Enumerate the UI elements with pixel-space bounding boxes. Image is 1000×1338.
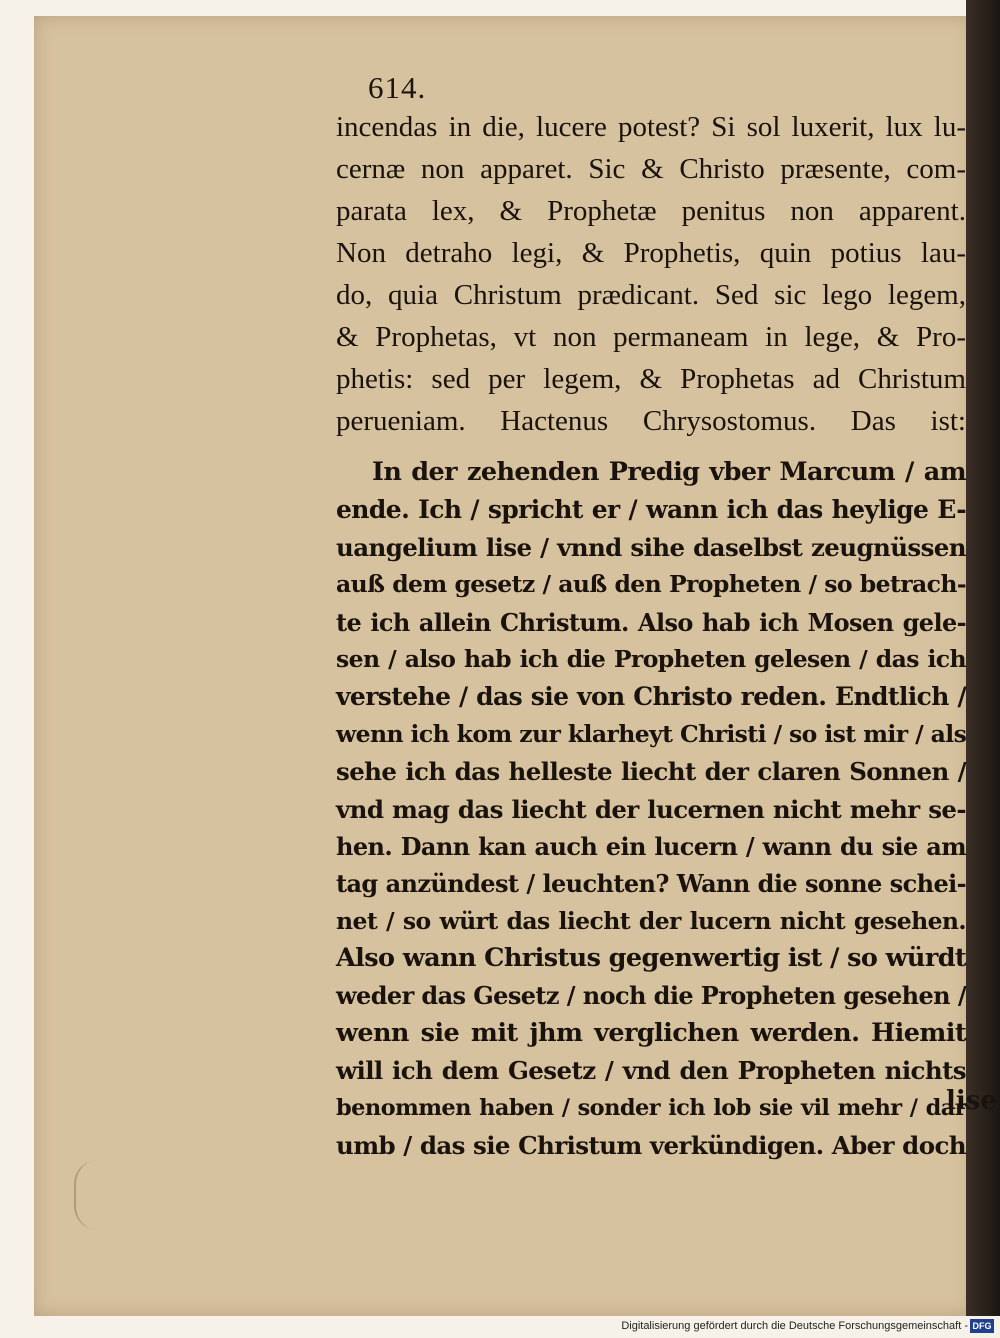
text-line: wenn sie mit jhm verglichen werden. Hiemit [336,1017,966,1048]
text-line: Non detraho legi, & Prophetis, quin potius lau- [336,237,966,269]
text-line: incendas in die, lucere potest? Si sol luxerit, lux lu- [336,111,966,143]
text-line: perueniam. Hactenus Chrysostomus. Das ist: [336,405,966,437]
text-line: umb / das sie Christum verkündigen. Aber doch [336,1131,966,1161]
page-number: 614. [368,70,427,105]
text-line: Also wann Christus gegenwertig ist / so würdt [336,943,967,974]
text-block [336,106,966,1164]
footer-bar [0,1316,1000,1338]
text-line: auß dem gesetz / auß den Propheten / so betrach- [336,570,966,599]
dfg-logo: DFG [970,1319,994,1333]
latin-passage [336,106,966,442]
text-line: ende. Ich / spricht er / wann ich das heylige E- [336,495,966,525]
text-line: sehe ich das helleste liecht der claren Sonnen / [336,757,966,787]
paper-stain [74,1160,98,1230]
text-line: weder das Gesetz / noch die Propheten gesehen / [336,981,966,1011]
text-line: te ich allein Christum. Also hab ich Mosen gele- [336,607,966,637]
text-line: benommen haben / sonder ich lob sie vil mehr / dar [336,1094,966,1121]
text-line: uangelium lise / vnnd sihe daselbst zeugnüssen [336,532,966,562]
text-line: sen / also hab ich die Propheten gelesen / das ich [336,644,966,673]
text-line: net / so würt das liecht der lucern nicht gesehen. [336,906,966,935]
catchword: lise [946,1086,997,1116]
text-line: parata lex, & Prophetæ penitus non apparent. [336,195,966,227]
funding-notice: Digitalisierung gefördert durch die Deutsche Forschungsgemeinschaft - [621,1320,968,1332]
text-line: vnd mag das liecht der lucernen nicht mehr se- [336,794,966,824]
text-line: will ich dem Gesetz / vnd den Propheten nichts [336,1056,966,1086]
text-line: do, quia Christum prædicant. Sed sic lego legem, [336,279,966,311]
german-passage [336,454,966,1164]
text-line: In der zehenden Predig vber Marcum / am [372,457,966,487]
text-line: phetis: sed per legem, & Prophetas ad Christum [336,363,966,395]
text-line: tag anzündest / leuchten? Wann die sonne schei- [336,869,966,899]
text-line: hen. Dann kan auch ein lucern / wann du sie am [336,831,966,861]
text-line: wenn ich kom zur klarheyt Christi / so ist mir / als [336,719,967,748]
text-line: & Prophetas, vt non permaneam in lege, & Pro- [336,321,966,353]
binding-shadow [966,0,1000,1316]
text-line: verstehe / das sie von Christo reden. Endtlich / [336,682,966,712]
text-line: cernæ non apparet. Sic & Christo præsente, com- [336,153,966,185]
